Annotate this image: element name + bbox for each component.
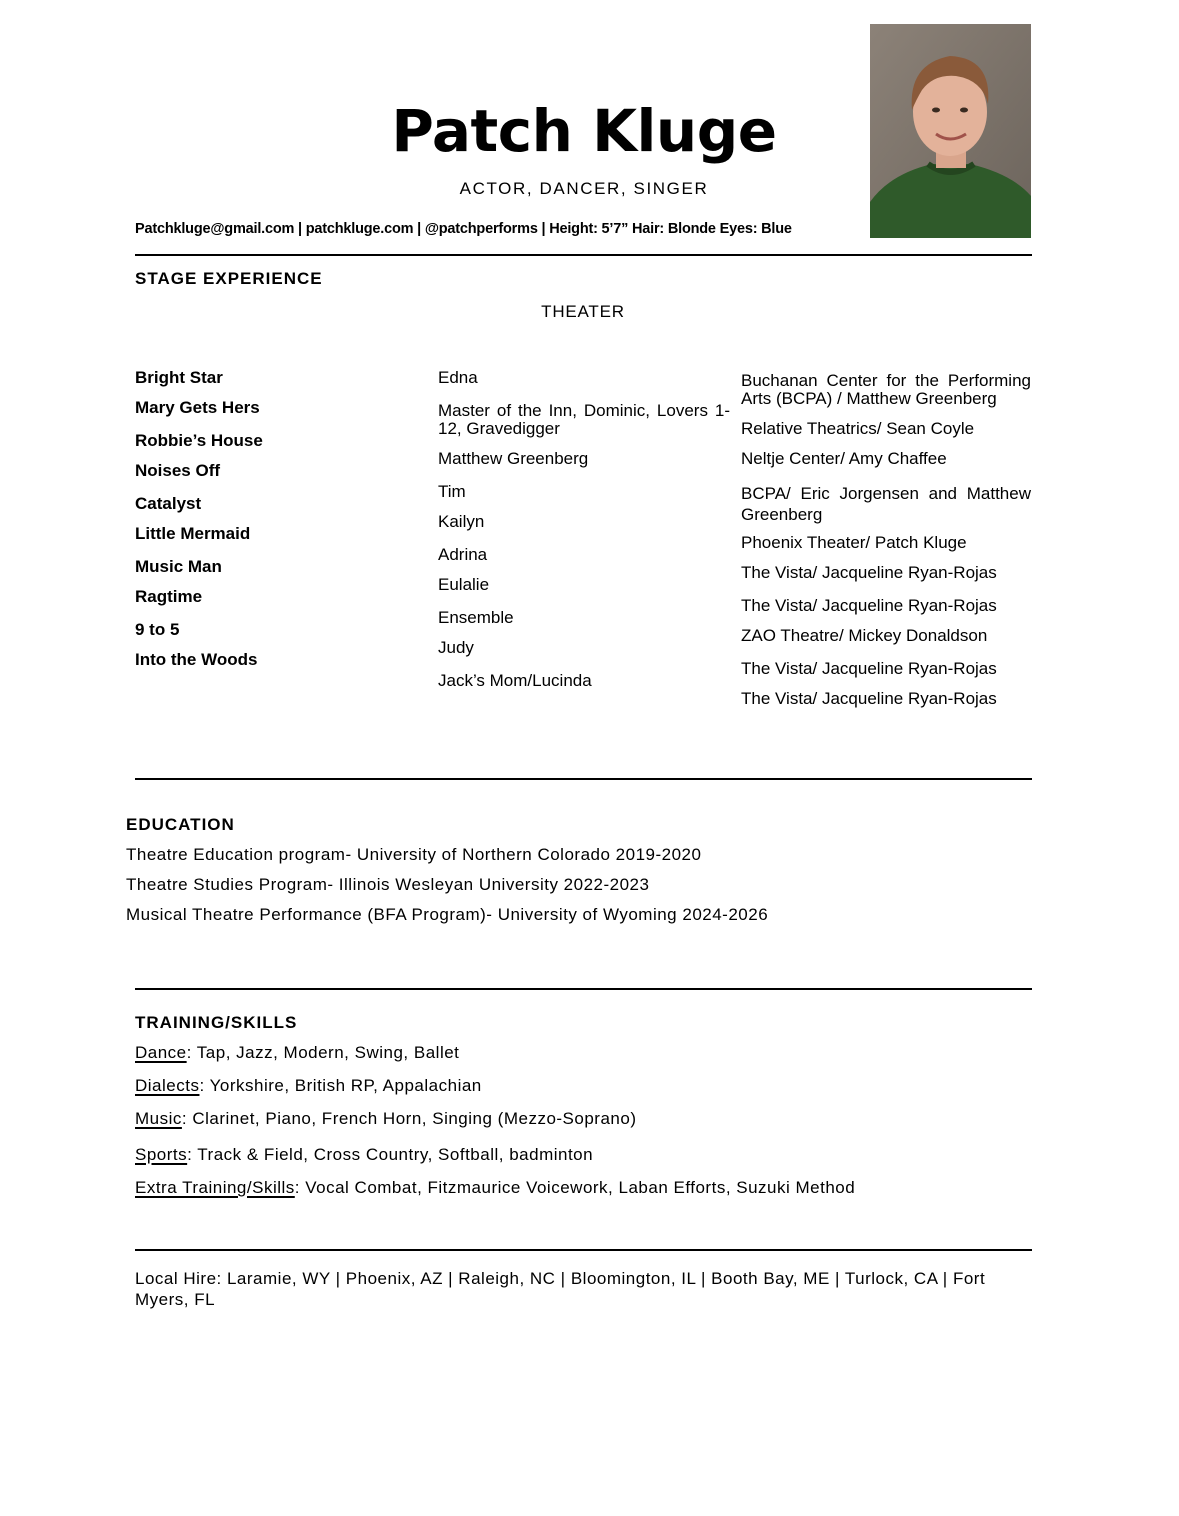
role: Adrina: [438, 545, 488, 564]
resume-name: Patch Kluge: [391, 97, 777, 165]
education-item: Theatre Studies Program- Illinois Wesleyan University 2022-2023: [126, 875, 650, 894]
role: Matthew Greenberg: [438, 449, 589, 468]
training-skills-heading: TRAINING/SKILLS: [135, 1013, 298, 1032]
venue-director: Phoenix Theater/ Patch Kluge: [741, 533, 967, 552]
local-hire: Local Hire: Laramie, WY | Phoenix, AZ | Raleigh, NC | Bloomington, IL | Booth Bay, ME | Turlock, CA | Fort Myers, FL: [135, 1269, 986, 1309]
venue-director: The Vista/ Jacqueline Ryan-Rojas: [741, 563, 997, 582]
divider: [135, 254, 1032, 256]
skill-detail: : Tap, Jazz, Modern, Swing, Ballet: [186, 1043, 460, 1062]
divider: [135, 1249, 1032, 1251]
education-heading: EDUCATION: [126, 815, 235, 834]
role: Jack’s Mom/Lucinda: [438, 671, 592, 690]
venue-director: The Vista/ Jacqueline Ryan-Rojas: [741, 689, 997, 708]
show-title: Mary Gets Hers: [135, 398, 260, 417]
skill-category: Dialects: [135, 1076, 200, 1095]
show-title: Music Man: [135, 557, 222, 576]
divider: [135, 778, 1032, 780]
venue-director: The Vista/ Jacqueline Ryan-Rojas: [741, 596, 997, 615]
skill-category: Dance: [135, 1043, 187, 1062]
education-item: Theatre Education program- University of Northern Colorado 2019-2020: [126, 845, 702, 864]
skill-category: Sports: [135, 1145, 188, 1164]
headshot-photo: [870, 24, 1031, 238]
role: Eulalie: [438, 575, 490, 594]
skill-detail: : Vocal Combat, Fitzmaurice Voicework, Laban Efforts, Suzuki Method: [294, 1178, 856, 1197]
show-title: Catalyst: [135, 494, 202, 513]
role: Master of the Inn, Dominic, Lovers 1-12, Gravedigger: [438, 401, 730, 438]
show-title: Ragtime: [135, 587, 203, 606]
skill-detail: : Track & Field, Cross Country, Softball, badminton: [187, 1145, 594, 1164]
education-item: Musical Theatre Performance (BFA Program)- University of Wyoming 2024-2026: [126, 905, 769, 924]
role: Ensemble: [438, 608, 514, 627]
venue-director: The Vista/ Jacqueline Ryan-Rojas: [741, 659, 997, 678]
skill-line-music: [135, 1108, 637, 1130]
skill-detail: : Clarinet, Piano, French Horn, Singing (Mezzo-Soprano): [181, 1109, 637, 1128]
role: Kailyn: [438, 512, 485, 531]
contact-line: Patchkluge@gmail.com | patchkluge.com | @patchperforms | Height: 5’7” Hair: Blonde Eyes: Blue: [135, 221, 792, 237]
show-title: Bright Star: [135, 368, 223, 387]
resume-subtitle: ACTOR, DANCER, SINGER: [459, 179, 709, 198]
venue-director: BCPA/ Eric Jorgensen and Matthew Greenberg: [741, 484, 1031, 524]
stage-experience-heading: STAGE EXPERIENCE: [135, 269, 323, 288]
skill-line-extra-training: [135, 1177, 855, 1199]
divider: [135, 988, 1032, 990]
skill-line-dialects: [135, 1075, 482, 1097]
show-title: Noises Off: [135, 461, 221, 480]
skill-category: Music: [135, 1109, 182, 1128]
skill-detail: : Yorkshire, British RP, Appalachian: [199, 1076, 482, 1095]
show-title: 9 to 5: [135, 620, 180, 639]
skill-line-sports: [135, 1144, 593, 1166]
role: Judy: [438, 638, 474, 657]
skill-line-dance: [135, 1042, 459, 1064]
show-title: Into the Woods: [135, 650, 258, 669]
role: Edna: [438, 368, 478, 387]
theater-subheading: THEATER: [541, 302, 625, 321]
venue-director: ZAO Theatre/ Mickey Donaldson: [741, 626, 988, 645]
venue-director: Neltje Center/ Amy Chaffee: [741, 449, 947, 468]
role: Tim: [438, 482, 466, 501]
show-title: Robbie’s House: [135, 431, 263, 450]
skill-category: Extra Training/Skills: [135, 1178, 295, 1197]
venue-director: Buchanan Center for the Performing Arts (BCPA) / Matthew Greenberg: [741, 371, 1031, 408]
venue-director: Relative Theatrics/ Sean Coyle: [741, 419, 975, 438]
show-title: Little Mermaid: [135, 524, 251, 543]
